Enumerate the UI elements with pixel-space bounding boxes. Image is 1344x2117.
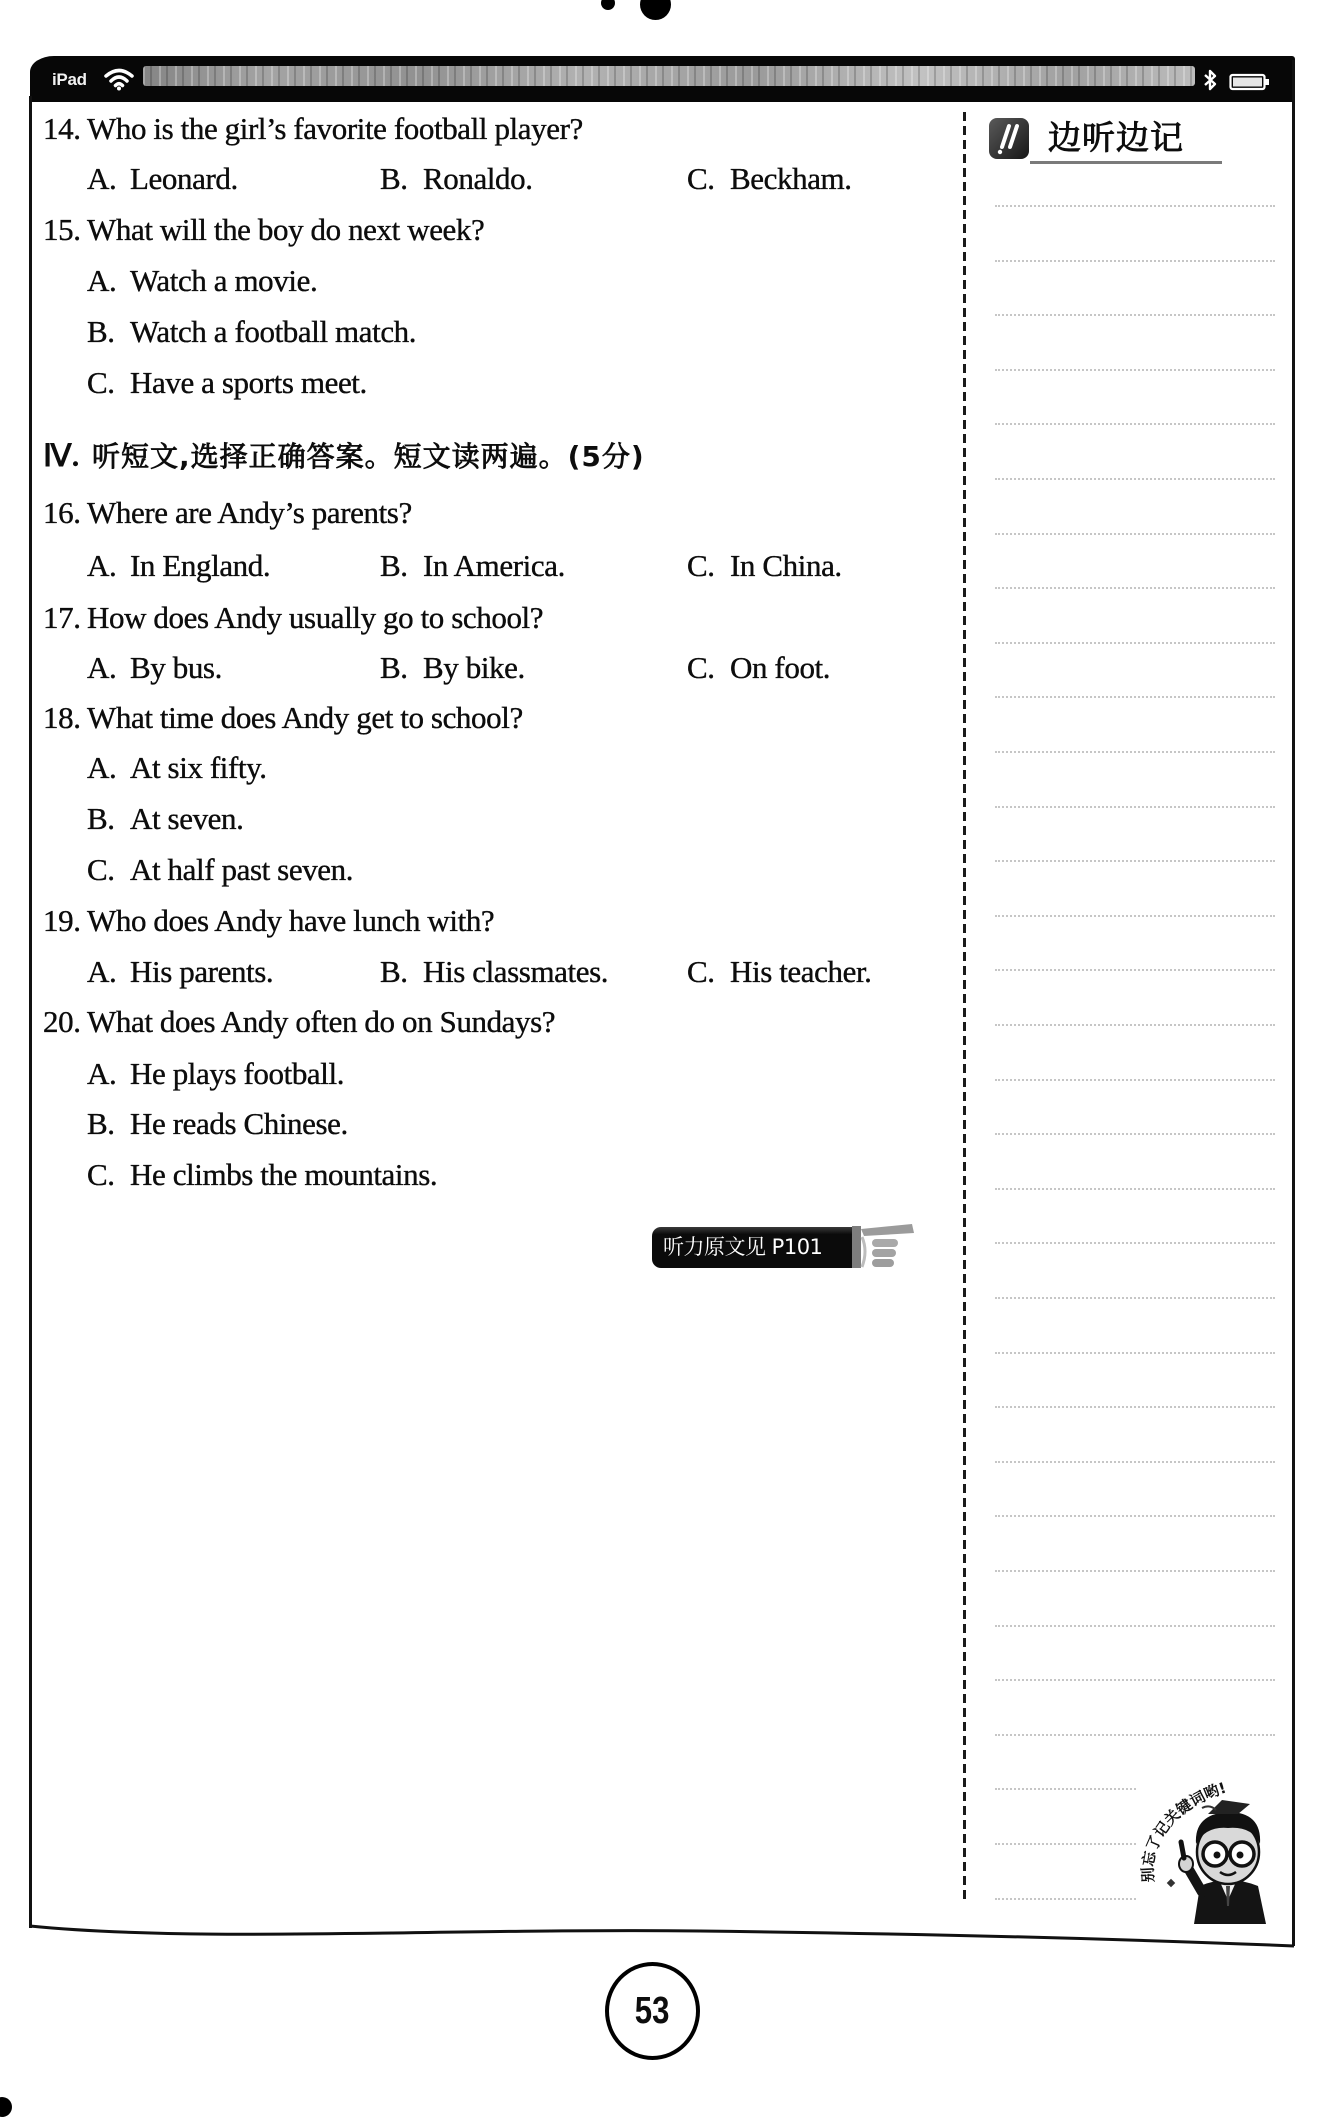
section-iv-heading xyxy=(43,436,645,476)
note-ruled-line xyxy=(995,1297,1275,1299)
option-letter: B. xyxy=(380,954,408,989)
note-ruled-line xyxy=(995,423,1275,425)
question-text: Who does Andy have lunch with? xyxy=(87,903,495,938)
question-number: 17. xyxy=(43,600,81,635)
question-number: 19. xyxy=(43,903,81,938)
option-letter: A. xyxy=(87,1056,117,1091)
option-c xyxy=(87,363,367,403)
note-ruled-line xyxy=(995,1515,1275,1517)
option-letter: B. xyxy=(380,161,408,196)
option-letter: A. xyxy=(87,650,117,685)
option-text: In England. xyxy=(130,548,271,583)
option-b xyxy=(380,952,608,992)
option-text: At six fifty. xyxy=(130,750,267,785)
option-text: At seven. xyxy=(130,801,244,836)
device-label: iPad xyxy=(52,70,87,89)
note-ruled-line xyxy=(995,1734,1275,1736)
frame-right-edge xyxy=(1292,60,1295,1946)
note-ruled-line xyxy=(995,533,1275,535)
battery-icon xyxy=(1229,73,1271,91)
page-number-value: 53 xyxy=(635,1990,670,2032)
note-ruled-line xyxy=(995,260,1275,262)
ruled-note-area xyxy=(995,205,1275,1905)
note-ruled-line xyxy=(995,369,1275,371)
note-ruled-line xyxy=(995,1024,1275,1026)
note-ruled-line xyxy=(995,205,1275,207)
option-c xyxy=(687,546,842,586)
option-text: At half past seven. xyxy=(130,852,354,887)
note-ruled-line xyxy=(995,1461,1275,1463)
option-letter: B. xyxy=(87,1106,115,1141)
question-number: 16. xyxy=(43,495,81,530)
title-underline xyxy=(1030,161,1222,164)
option-c xyxy=(687,159,852,199)
note-ruled-line xyxy=(995,969,1275,971)
binding-hole-large xyxy=(640,0,671,20)
mascot-speech-text: 别忘了记关键词哟! xyxy=(1138,1778,1229,1883)
option-text: Watch a football match. xyxy=(130,314,417,349)
question-text: How does Andy usually go to school? xyxy=(87,600,544,635)
corner-mark xyxy=(0,2097,12,2117)
option-a xyxy=(87,261,317,301)
option-text: By bike. xyxy=(423,650,525,685)
option-text: His parents. xyxy=(130,954,274,989)
option-text: He plays football. xyxy=(130,1056,345,1091)
option-text: In America. xyxy=(423,548,565,583)
question-number: 15. xyxy=(43,212,81,247)
note-ruled-line xyxy=(995,478,1275,480)
bluetooth-icon xyxy=(1202,68,1218,92)
option-text: His classmates. xyxy=(423,954,609,989)
option-letter: C. xyxy=(687,954,715,989)
mascot-illustration xyxy=(1138,1764,1286,1926)
option-text: Watch a movie. xyxy=(130,263,318,298)
question-text: What will the boy do next week? xyxy=(87,212,485,247)
page-number xyxy=(605,1962,700,2060)
option-b xyxy=(87,799,243,839)
option-letter: A. xyxy=(87,750,117,785)
option-letter: A. xyxy=(87,548,117,583)
note-ruled-line xyxy=(995,1188,1275,1190)
frame-left-edge xyxy=(29,96,32,1928)
status-text-blurred xyxy=(143,66,1195,86)
option-text: On foot. xyxy=(730,650,831,685)
pencil-icon xyxy=(988,117,1030,160)
option-c xyxy=(687,648,830,688)
option-b xyxy=(87,312,416,352)
option-b xyxy=(87,1104,348,1144)
option-letter: B. xyxy=(380,650,408,685)
section-instruction: 听短文,选择正确答案。短文读两遍。(5分) xyxy=(92,440,645,473)
option-a xyxy=(87,546,270,586)
option-letter: B. xyxy=(380,548,408,583)
question-text: What time does Andy get to school? xyxy=(87,700,523,735)
transcript-reference-badge: 听力原文见 P101 xyxy=(652,1227,853,1268)
wifi-icon xyxy=(104,67,134,91)
note-ruled-line xyxy=(995,1352,1275,1354)
binding-hole-small xyxy=(601,0,615,10)
option-letter: B. xyxy=(87,801,115,836)
question-number: 20. xyxy=(43,1004,81,1039)
option-b xyxy=(380,159,533,199)
option-b xyxy=(380,648,525,688)
option-c xyxy=(87,1155,437,1195)
option-text: Leonard. xyxy=(130,161,238,196)
option-text: He reads Chinese. xyxy=(130,1106,348,1141)
option-c xyxy=(87,850,353,890)
option-a xyxy=(87,952,273,992)
note-ruled-line xyxy=(995,642,1275,644)
option-letter: C. xyxy=(687,548,715,583)
option-text: He climbs the mountains. xyxy=(130,1157,438,1192)
option-letter: A. xyxy=(87,954,117,989)
option-letter: C. xyxy=(87,365,115,400)
option-letter: A. xyxy=(87,161,117,196)
option-c xyxy=(687,952,872,992)
option-a xyxy=(87,648,222,688)
option-text: By bus. xyxy=(130,650,222,685)
note-ruled-line xyxy=(995,587,1275,589)
question-text: Who is the girl’s favorite football player? xyxy=(87,111,583,146)
note-ruled-line xyxy=(995,1242,1275,1244)
question-text: Where are Andy’s parents? xyxy=(87,495,412,530)
notes-divider xyxy=(963,112,966,1900)
option-b xyxy=(380,546,565,586)
note-ruled-line xyxy=(995,314,1275,316)
section-numeral: Ⅳ. xyxy=(43,438,80,473)
note-ruled-line xyxy=(995,751,1275,753)
option-text: In China. xyxy=(730,548,842,583)
pointing-hand-icon xyxy=(852,1221,916,1273)
question-number: 14. xyxy=(43,111,81,146)
question-text: What does Andy often do on Sundays? xyxy=(87,1004,556,1039)
note-ruled-line xyxy=(995,1079,1275,1081)
note-ruled-line xyxy=(995,806,1275,808)
note-ruled-line xyxy=(995,860,1275,862)
option-letter: C. xyxy=(687,161,715,196)
option-text: His teacher. xyxy=(730,954,872,989)
note-ruled-line xyxy=(995,915,1275,917)
notes-panel-title: 边听边记 xyxy=(1048,118,1184,157)
option-text: Ronaldo. xyxy=(423,161,533,196)
option-letter: C. xyxy=(687,650,715,685)
option-a xyxy=(87,159,238,199)
option-letter: C. xyxy=(87,852,115,887)
note-ruled-line xyxy=(995,1406,1275,1408)
note-ruled-line xyxy=(995,1679,1275,1681)
note-ruled-line xyxy=(995,1625,1275,1627)
question-number: 18. xyxy=(43,700,81,735)
note-ruled-line xyxy=(995,1133,1275,1135)
note-ruled-line xyxy=(995,696,1275,698)
note-ruled-line xyxy=(995,1570,1275,1572)
option-letter: B. xyxy=(87,314,115,349)
option-text: Have a sports meet. xyxy=(130,365,367,400)
option-a xyxy=(87,748,267,788)
option-text: Beckham. xyxy=(730,161,852,196)
option-letter: C. xyxy=(87,1157,115,1192)
option-letter: A. xyxy=(87,263,117,298)
option-a xyxy=(87,1054,344,1094)
